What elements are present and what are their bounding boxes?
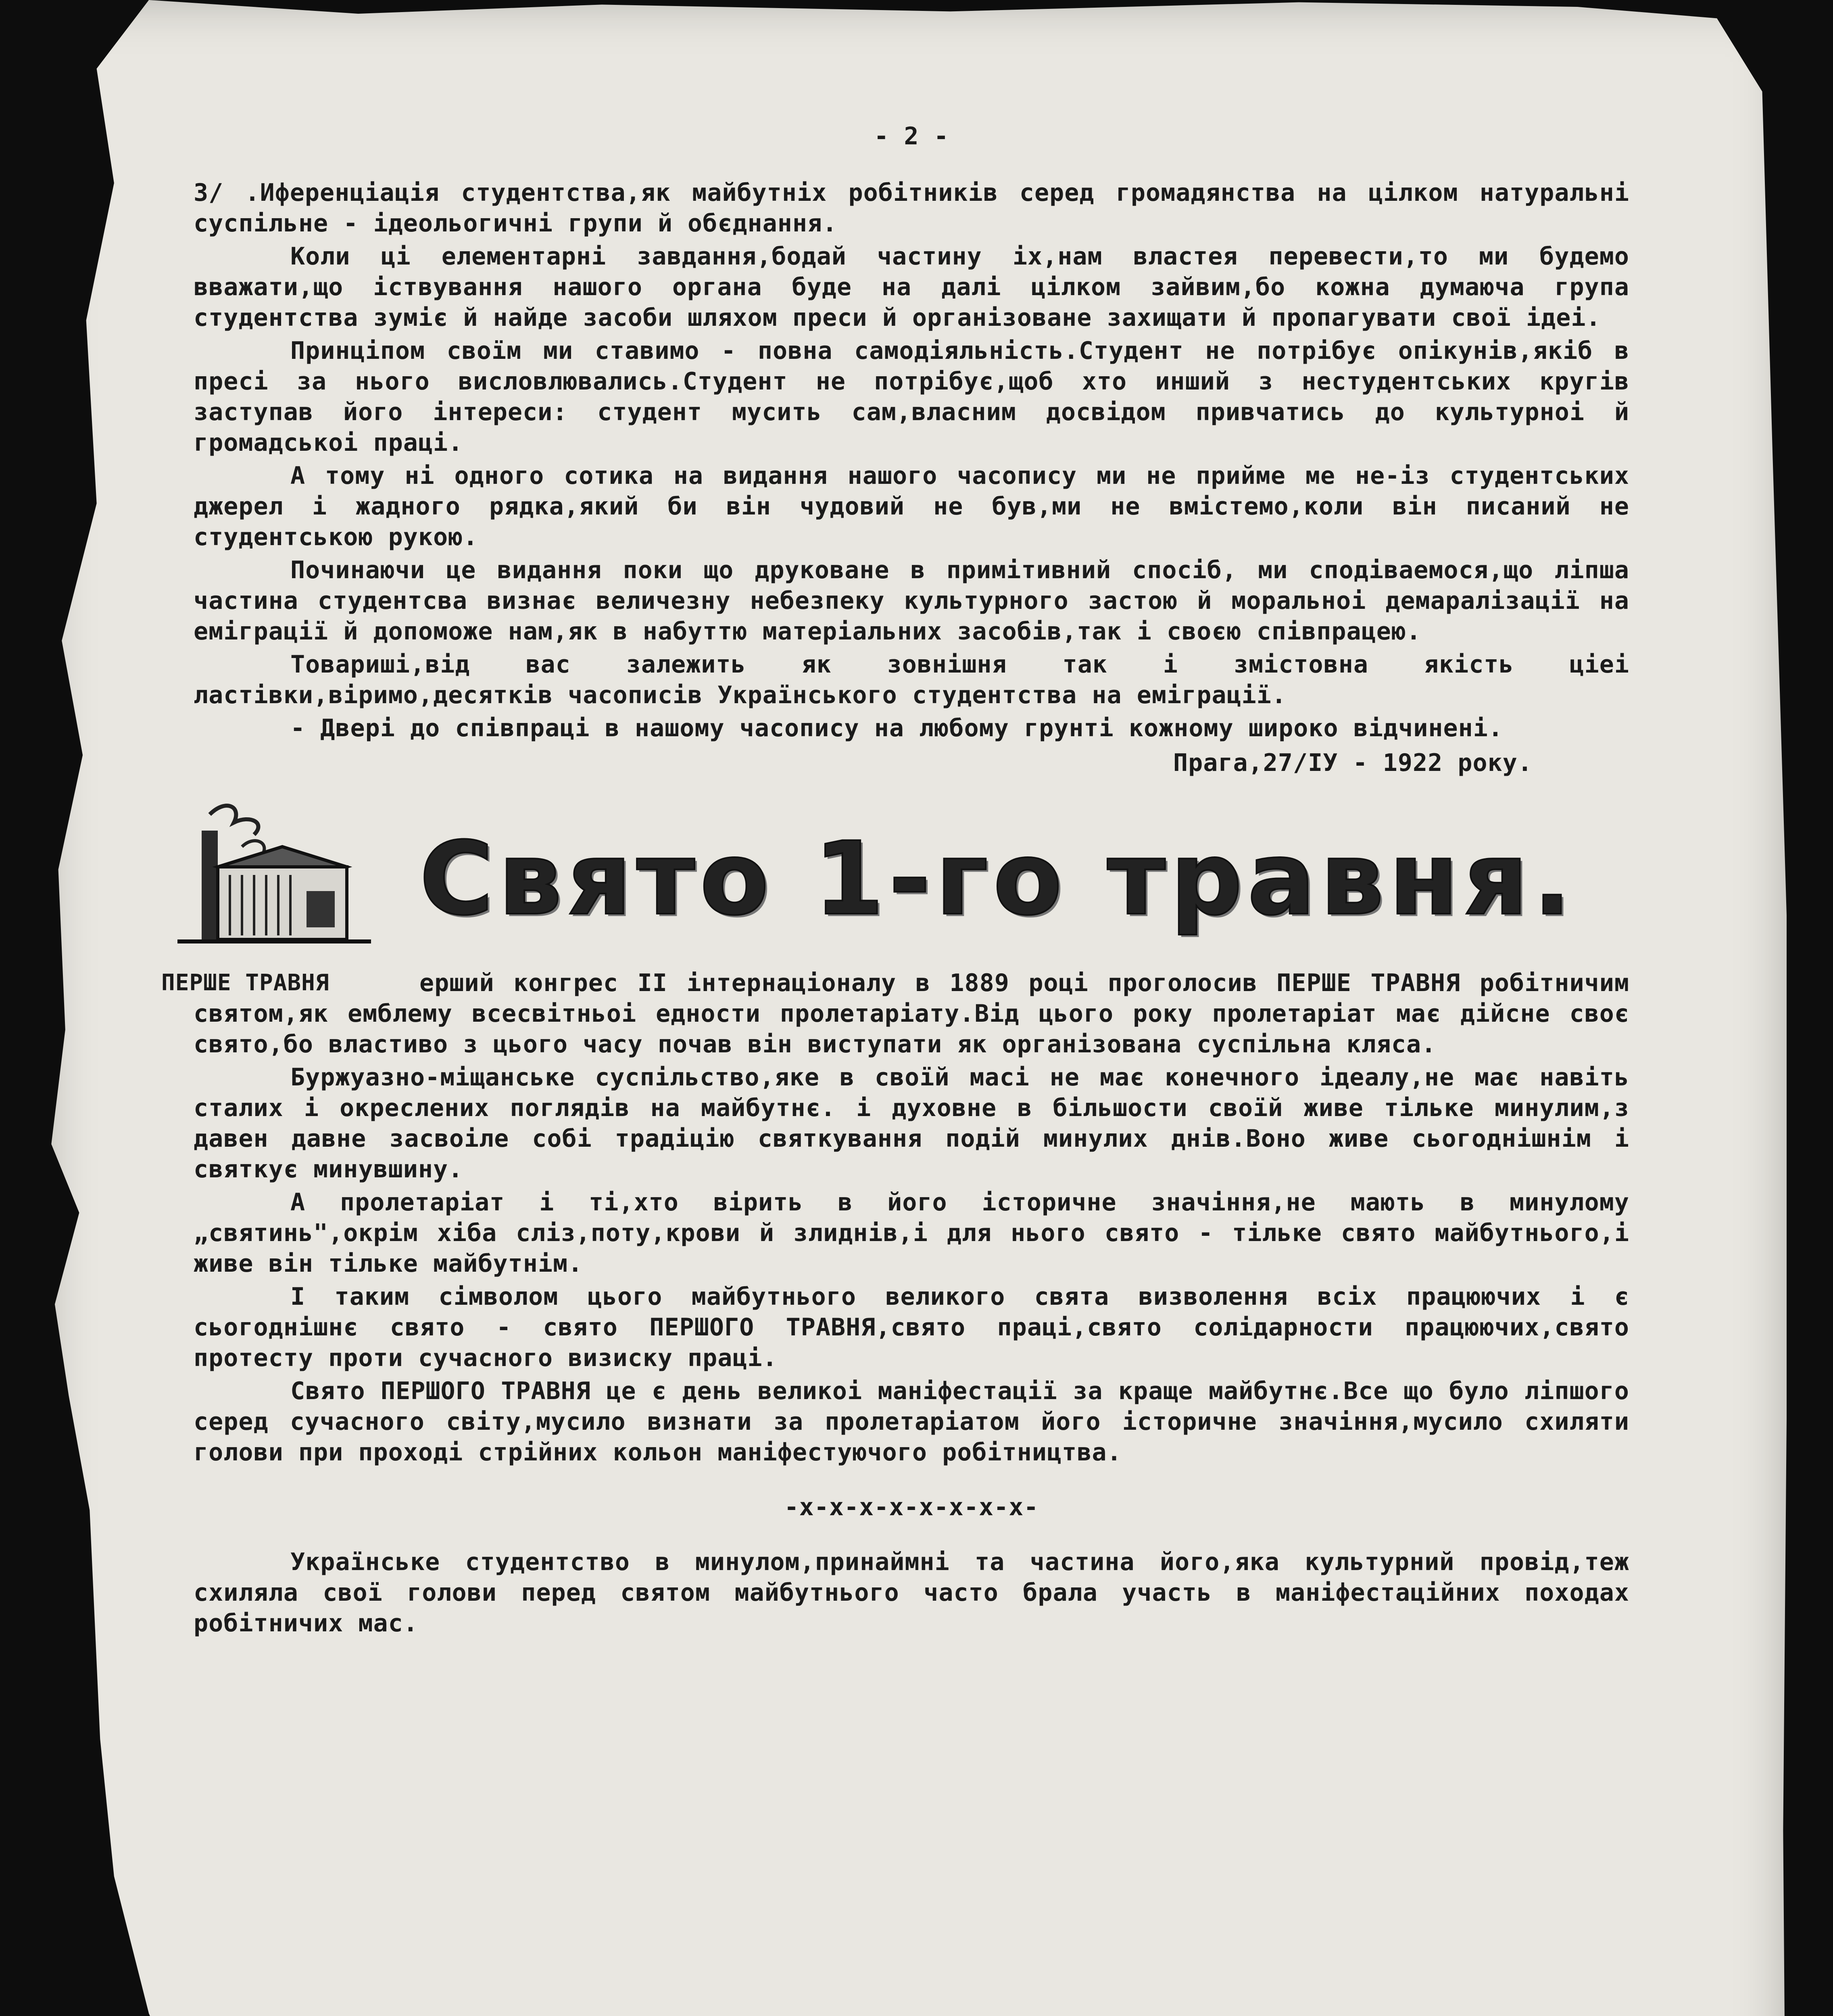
factory-illustration-icon bbox=[161, 798, 387, 952]
intro-paragraph: Товариші,від вас залежить як зовнішня так і змістовна якість ціеі ластівки,віримо,десятків часописів Українського студентства на еміграції. bbox=[194, 650, 1629, 709]
closing-paragraph: Українське студентство в минулом,принаймні та частина його,яка культурний провід,теж схиляла свої голови перед святом майбутнього часто брала участь в маніфестаційних походах робітничих мас. bbox=[194, 1548, 1629, 1637]
intro-section bbox=[194, 177, 1629, 744]
document-body bbox=[161, 121, 1629, 1641]
page-number: - 2 - bbox=[874, 122, 949, 150]
separator: -х-х-х-х-х-х-х-х- bbox=[784, 1493, 1039, 1521]
side-label: ПЕРШЕ ТРАВНЯ bbox=[161, 970, 329, 996]
place-date: Прага,27/ІУ - 1922 року. bbox=[1173, 749, 1533, 777]
may-paragraph: А пролетаріат і ті,хто вірить в його історичне значіння,не мають в минулому „святинь",окрім хіба сліз,поту,крови й злиднів,і для нього свято - тільке свято майбутнього,і живе він тільке майбутнім. bbox=[194, 1188, 1629, 1278]
intro-paragraph: Починаючи це видання поки що друковане в примітивний спосіб, ми сподіваемося,що ліпша частина студентсва визнає величезну небезпеку культурного застою й моральноі демаралізації на еміграції й допоможе нам,як в набуттю матеріальних засобів,так і своєю співпрацею. bbox=[194, 556, 1629, 646]
may-paragraph: ерший конгрес ІІ інтернаціоналу в 1889 році проголосив ПЕРШЕ ТРАВНЯ робітничим святом,як емблему всесвітньоі едности пролетаріату.Від цього року пролетаріат має дійсне своє свято,бо властиво з цього часу почав він виступати як організована суспільна кляса. bbox=[194, 969, 1629, 1058]
may-paragraph: Свято ПЕРШОГО ТРАВНЯ це є день великоі маніфестації за краще майбутнє.Все що було ліпшого серед сучасного світу,мусило визнати за пролетаріатом його історичне значіння,мусило схиляти голови при проході стрійних кольон маніфестуючого робітництва. bbox=[194, 1377, 1629, 1466]
may-day-title: Свято 1-го травня. bbox=[419, 820, 1576, 937]
may-day-heading bbox=[194, 794, 1629, 964]
may-paragraph: Буржуазно-міщанське суспільство,яке в своїй масі не має конечного ідеалу,не має навіть сталих і окреслених поглядів на майбутнє. і духовне в більшости своїй живе тільке минулим,з давен давне засвоіле собі традіцію святкування подій минулих днів.Воно живе сьогоднішнім і святкує минувшину. bbox=[194, 1063, 1629, 1183]
intro-paragraph: Принціпом своїм ми ставимо - повна самодіяльність.Студент не потрібує опікунів,якіб в пресі за нього висловлювались.Студент не потрібує,щоб хто инший з нестудентських кругів заступав його інтереси: студент мусить сам,власним досвідом привчатись до культурноі й громадськоі праці. bbox=[194, 337, 1629, 457]
intro-paragraph: 3/ .Иференціація студентства,як майбутніх робітників серед громадянства на цілком натуральні суспільне - ідеольогичні групи й обєднання. bbox=[194, 179, 1629, 237]
intro-paragraph: Коли ці елементарні завдання,бодай частину іх,нам властея перевести,то ми будемо вважати,що іствування нашого органа буде на далі цілком зайвим,бо кожна думаюча група студентства зуміє й найде засоби шляхом преси й організоване захищати й пропагувати свої ідеі. bbox=[194, 242, 1629, 332]
intro-paragraph: - Двері до співпраці в нашому часопису на любому грунті кожному широко відчинені. bbox=[290, 714, 1503, 742]
intro-paragraph: А тому ні одного сотика на видання нашого часопису ми не прийме ме не-із студентських джерел і жадного рядка,який би він чудовий не був,ми не вмістемо,коли він писаний не студентською рукою. bbox=[194, 462, 1629, 551]
may-day-section bbox=[161, 968, 1629, 1468]
may-paragraph: І таким сімволом цього майбутнього великого свята визволення всіх працюючих і є сьогоднішнє свято - свято ПЕРШОГО ТРАВНЯ,свято праці,свято солідарности працюючих,свято протесту проти сучасного визиску праці. bbox=[194, 1283, 1629, 1372]
